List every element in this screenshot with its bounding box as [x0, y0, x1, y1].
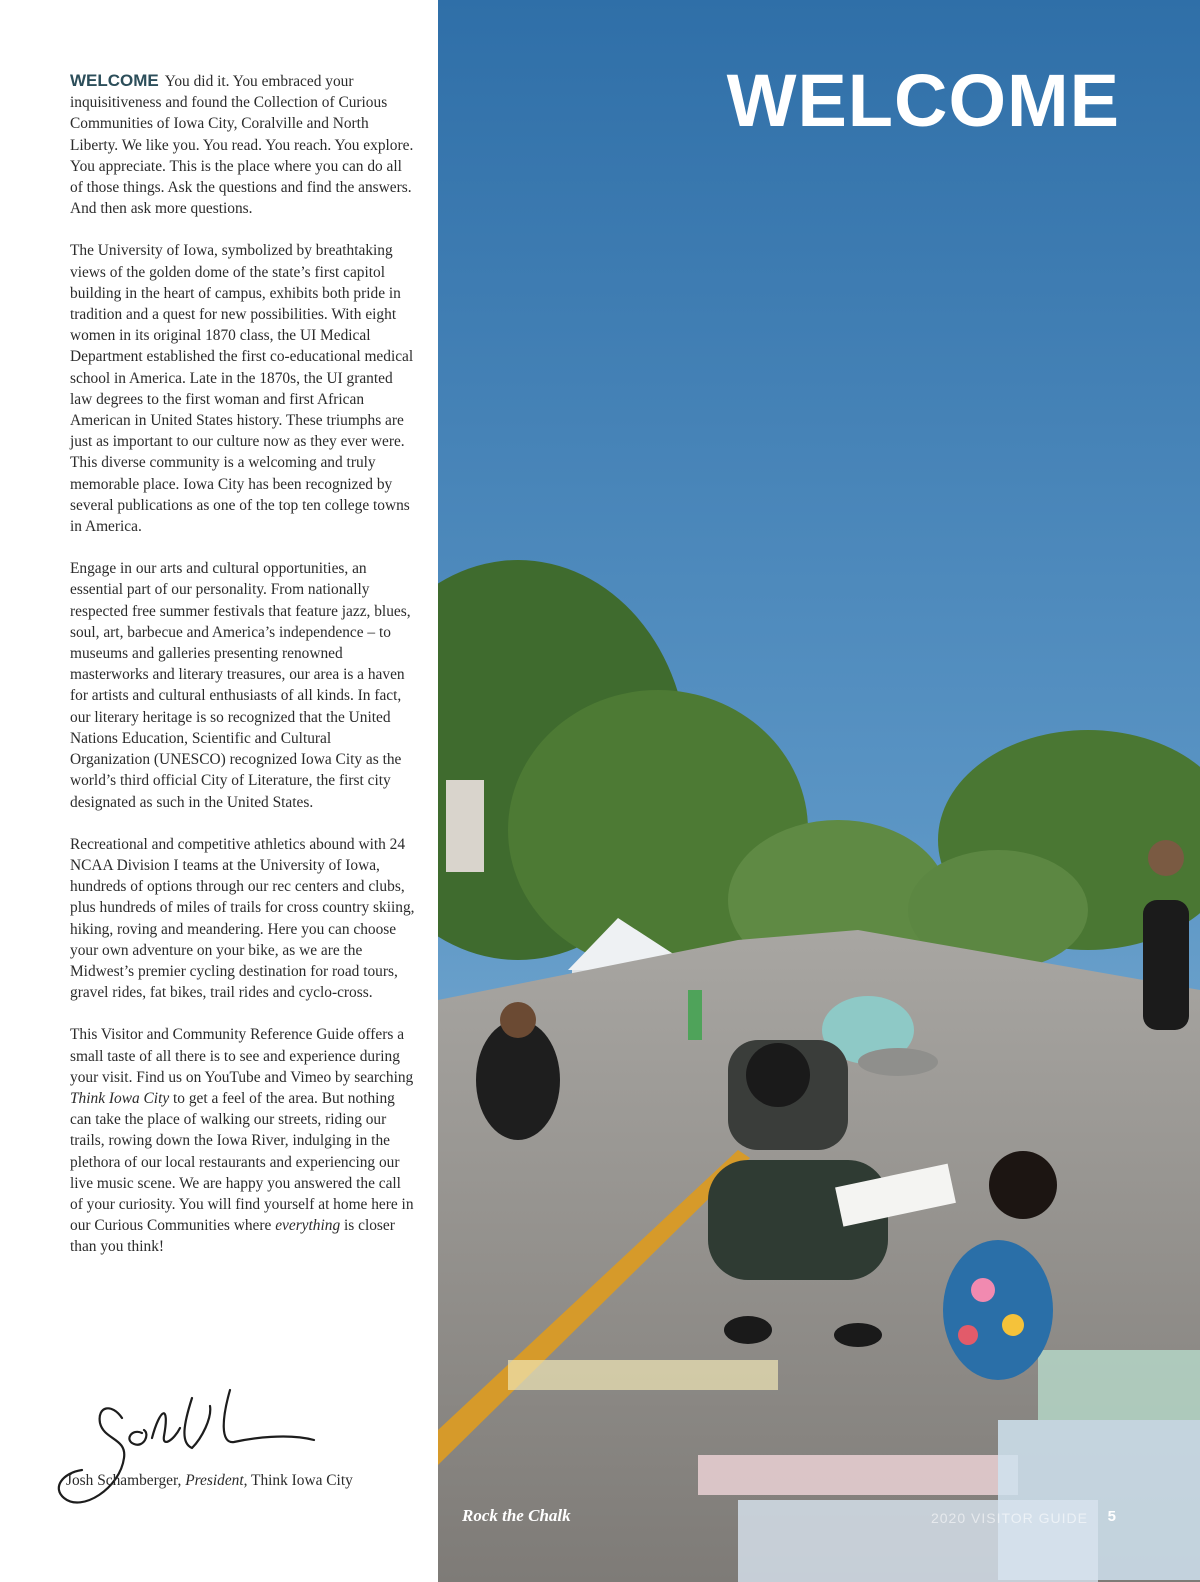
signature-graphic: [52, 1378, 332, 1518]
street-banner: [446, 780, 484, 872]
street-festival-photo: [438, 0, 1200, 1582]
guide-text-3: is closer than you think!: [70, 1217, 395, 1256]
signoff-title: President: [185, 1472, 244, 1489]
photo-caption: Rock the Chalk: [462, 1506, 571, 1525]
paragraph-arts: Engage in our arts and cultural opportunities, an essential part of our personality. From nationally respected free summer festivals that feature jazz, blues, soul, art, barbecue and America’s independence – to museums and galleries presenting renowned masterworks and literary treasures, our area is a haven for artists and cultural enthusiasts of all kinds. In fact, our literary heritage is so recognized that the United Nations Education, Scientific and Cultural Organization (UNESCO) recognized Iowa City as the world’s third official City of Literature, the first city designated as such in the United States.: [70, 560, 411, 811]
guide-label: 2020 VISITOR GUIDE: [930, 1510, 1088, 1526]
paragraph-athletics: Recreational and competitive athletics abound with 24 NCAA Division I teams at the University of Iowa, hundreds of options through our rec centers and clubs, plus hundreds of miles of trails for cross country skiing, hiking, roving and meandering. Here you can choose your own adventure on your bike, as we are the Midwest’s premier cycling destination for road tours, gravel rides, fat bikes, trail rides and cyclo-cross.: [70, 835, 415, 1002]
guide-text-1: This Visitor and Community Reference Guide offers a small taste of all there is to see and experience during your visit. Find us on YouTube and Vimeo by searching: [70, 1026, 414, 1086]
hero-photo: [438, 0, 1200, 1582]
paragraph-university: The University of Iowa, symbolized by breathtaking views of the golden dome of the state’s first capitol building in the heart of campus, exhibits both pride in tradition and a quest for new possibilities. With eight women in its original 1870 class, the UI Medical Department established the first co-educational medical school in America. Late in the 1870s, the UI granted law degrees to the first woman and first African American in United States history. These triumphs are just as important to our culture now as they ever were. This diverse community is a welcoming and truly memorable place. Iowa City has been recognized by several publications as one of the top ten college towns in America.: [70, 242, 414, 536]
guide-text-2: to get a feel of the area. But nothing can take the place of walking our streets, riding our trails, rowing down the Iowa River, indulging in the plethora of our local restaurants and experiencing our live music scene. We are happy you answered the call of your curiosity. You will find yourself at home here in our Curious Communities where: [70, 1089, 414, 1235]
signoff: [66, 1472, 353, 1490]
intro-paragraph: [70, 70, 415, 219]
signoff-org: , Think Iowa City: [243, 1472, 353, 1489]
guide-emphasis-1: Think Iowa City: [70, 1089, 170, 1107]
signoff-name: Josh Schamberger,: [66, 1472, 186, 1489]
page-number: 5: [1107, 1508, 1116, 1525]
hero-title: WELCOME: [726, 59, 1120, 142]
guide-emphasis-2: everything: [275, 1217, 341, 1235]
paragraph-guide: [70, 1024, 415, 1257]
intro-text: You did it. You embraced your inquisitiveness and found the Collection of Curious Communities of Iowa City, Coralville and North Liberty. We like you. You read. You reach. You explore. You appreciate. This is the place where you can do all of those things. Ask the questions and find the answers. And then ask more questions.: [70, 73, 414, 218]
lead-word: WELCOME: [70, 71, 159, 90]
article-body: [70, 70, 415, 1279]
